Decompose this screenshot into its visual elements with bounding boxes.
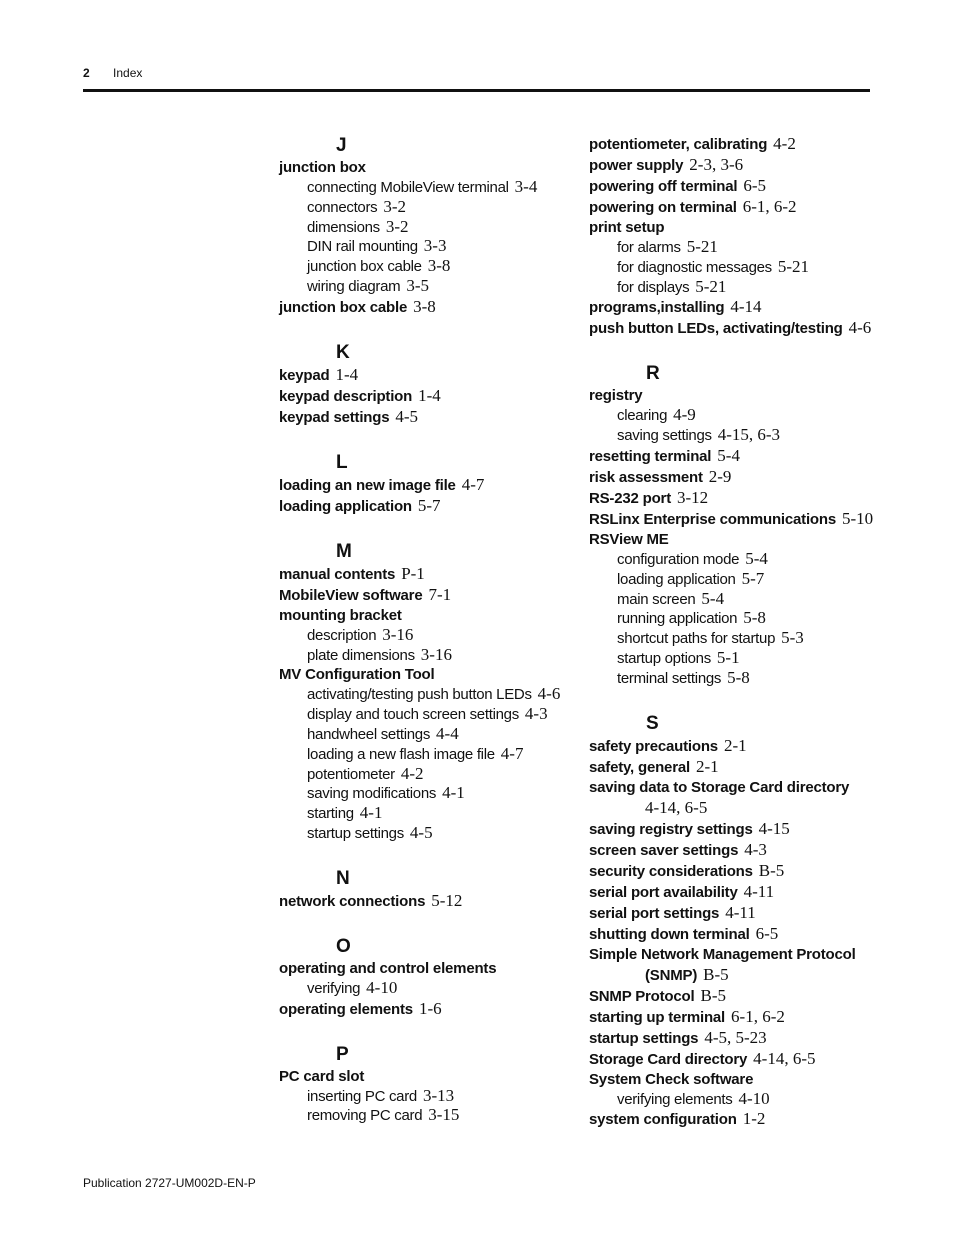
subentry-term: plate dimensions — [307, 646, 415, 664]
index-entry — [589, 757, 889, 778]
index-subentry — [589, 570, 889, 590]
entry-term: risk assessment — [589, 468, 703, 486]
subentry-pages: 4-15, 6-3 — [717, 425, 781, 445]
section-letter: L — [336, 451, 348, 473]
index-entry — [589, 945, 889, 965]
entry-pages: 2-9 — [708, 466, 732, 486]
index-column-right — [589, 134, 889, 1153]
index-subentry — [589, 238, 889, 258]
entry-term: network connections — [279, 892, 426, 910]
entry-pages: 4-14, 6-5 — [645, 797, 708, 817]
entry-term: potentiometer, calibrating — [589, 136, 768, 153]
index-subentry — [279, 1087, 579, 1107]
index-subentry — [279, 765, 579, 785]
subentry-term: connecting MobileView terminal — [307, 179, 509, 196]
index-entry — [589, 924, 889, 945]
entry-term: serial port settings — [589, 904, 720, 922]
index-entry — [279, 999, 579, 1020]
entry-term: keypad description — [279, 387, 413, 405]
index-subentry — [279, 685, 579, 705]
index-entry — [589, 197, 889, 218]
entry-term: saving registry settings — [589, 820, 753, 838]
index-subentry — [279, 237, 579, 257]
entry-term: powering off terminal — [589, 178, 738, 195]
index-subentry — [589, 426, 889, 446]
index-section — [589, 362, 889, 688]
index-entry — [589, 986, 889, 1007]
subentry-pages: 5-3 — [781, 628, 804, 648]
index-entry — [279, 407, 579, 428]
subentry-pages: 3-5 — [406, 275, 430, 295]
subentry-term: junction box cable — [307, 258, 422, 276]
index-entry — [279, 564, 579, 585]
header-title: Index — [113, 66, 143, 80]
subentry-term: wiring diagram — [307, 277, 401, 295]
subentry-term: activating/testing push button LEDs — [307, 686, 532, 704]
subentry-pages: 4-10 — [738, 1088, 770, 1108]
entry-term: MV Configuration Tool — [279, 666, 435, 684]
entry-pages: P-1 — [401, 563, 425, 583]
subentry-term: potentiometer — [307, 765, 395, 783]
subentry-pages: 5-8 — [727, 667, 750, 687]
subentry-term: for diagnostic messages — [617, 258, 772, 276]
entry-term: startup settings — [589, 1029, 699, 1047]
section-letter: R — [646, 363, 660, 385]
section-letter: S — [646, 712, 659, 734]
section-letter: J — [336, 135, 347, 156]
entry-term: shutting down terminal — [589, 925, 750, 943]
subentry-pages: 4-7 — [500, 743, 524, 763]
entry-term: keypad — [279, 366, 330, 384]
index-section — [279, 867, 579, 912]
entry-term: System Check software — [589, 1070, 754, 1088]
subentry-term: running application — [617, 610, 738, 628]
subentry-term: verifying — [307, 979, 361, 997]
entry-term: safety, general — [589, 758, 690, 776]
subentry-pages: 5-7 — [741, 568, 765, 588]
entry-term: print setup — [589, 219, 665, 236]
entry-term: Simple Network Management Protocol — [589, 945, 856, 963]
entry-term: powering on terminal — [589, 199, 737, 216]
subentry-pages: 4-4 — [436, 723, 459, 743]
subentry-pages: 3-2 — [383, 196, 407, 216]
index-entry — [589, 297, 889, 318]
section-letter: O — [336, 935, 351, 957]
subentry-term: loading application — [617, 570, 736, 588]
index-section — [589, 134, 889, 339]
entry-term: loading an new image file — [279, 476, 456, 494]
index-entry — [279, 1067, 579, 1087]
index-subentry — [589, 278, 889, 298]
entry-term: programs,installing — [589, 299, 725, 317]
index-subentry — [279, 725, 579, 745]
index-section — [279, 1043, 579, 1127]
entry-pages: 6-1, 6-2 — [742, 197, 797, 216]
section-letter: P — [336, 1043, 349, 1065]
index-entry — [279, 665, 579, 685]
subentry-pages: 3-8 — [427, 256, 451, 276]
index-entry — [589, 819, 889, 840]
index-entry — [279, 959, 579, 979]
index-subentry — [279, 705, 579, 725]
subentry-term: handwheel settings — [307, 725, 431, 743]
entry-term: junction box cable — [279, 298, 408, 316]
entry-pages: B-5 — [758, 860, 785, 880]
index-entry — [589, 778, 889, 798]
subentry-pages: 3-16 — [420, 644, 452, 664]
index-entry — [589, 1109, 889, 1130]
index-column-left — [279, 134, 579, 1149]
index-subentry — [589, 590, 889, 610]
index-entry — [589, 1070, 889, 1090]
index-subentry — [279, 824, 579, 844]
index-entry — [279, 158, 579, 178]
entry-pages: 5-12 — [431, 890, 463, 910]
index-entry — [279, 585, 579, 606]
entry-term: push button LEDs, activating/testing — [589, 320, 843, 338]
entry-pages: 4-14, 6-5 — [753, 1048, 816, 1068]
subentry-term: terminal settings — [617, 669, 722, 687]
entry-pages: B-5 — [703, 964, 729, 984]
section-letter: K — [336, 341, 350, 363]
index-entry — [279, 606, 579, 626]
publication-footer: Publication 2727-UM002D-EN-P — [83, 1176, 256, 1190]
entry-term: keypad settings — [279, 408, 390, 426]
entry-term: starting up terminal — [589, 1008, 726, 1026]
entry-term: loading application — [279, 497, 412, 515]
subentry-term: DIN rail mounting — [307, 238, 418, 256]
subentry-pages: 3-3 — [423, 236, 447, 256]
entry-term: PC card slot — [279, 1067, 365, 1085]
entry-pages: 3-8 — [413, 296, 436, 316]
index-subentry — [279, 745, 579, 765]
entry-pages: 2-1 — [695, 756, 719, 776]
index-section — [589, 712, 889, 1131]
index-entry — [589, 488, 889, 509]
index-subentry — [279, 277, 579, 297]
index-entry — [589, 176, 889, 197]
entry-pages: 4-5 — [395, 406, 419, 426]
entry-term: RS-232 port — [589, 489, 671, 507]
entry-term: power supply — [589, 157, 684, 174]
index-entry — [589, 736, 889, 757]
entry-pages: 6-5 — [755, 923, 779, 943]
entry-term: junction box — [279, 159, 366, 176]
index-entry — [589, 861, 889, 882]
entry-term: operating and control elements — [279, 959, 497, 977]
index-entry — [589, 155, 889, 176]
subentry-term: saving settings — [617, 427, 712, 445]
subentry-pages: 3-4 — [514, 177, 538, 196]
index-entry — [279, 891, 579, 912]
subentry-term: for alarms — [617, 239, 681, 256]
subentry-pages: 3-15 — [428, 1105, 460, 1125]
entry-term: RSLinx Enterprise communications — [589, 510, 836, 528]
index-section — [279, 935, 579, 1020]
entry-pages: 4-15 — [758, 818, 790, 838]
index-entry — [279, 496, 579, 517]
subentry-pages: 4-2 — [400, 763, 424, 783]
index-subentry — [589, 1090, 889, 1110]
index-entry — [589, 1028, 889, 1049]
entry-term: operating elements — [279, 1000, 413, 1018]
subentry-term: for displays — [617, 278, 690, 296]
index-subentry — [589, 669, 889, 689]
subentry-pages: 3-16 — [382, 624, 414, 644]
index-subentry — [279, 218, 579, 238]
entry-term: MobileView software — [279, 586, 423, 604]
index-entry — [279, 297, 579, 318]
entry-term: saving data to Storage Card directory — [589, 778, 850, 796]
index-entry — [589, 467, 889, 488]
index-entry — [589, 1049, 889, 1070]
entry-term: registry — [589, 387, 643, 405]
page-header — [83, 66, 142, 80]
entry-pages: 1-2 — [742, 1109, 766, 1129]
entry-pages: 1-4 — [335, 364, 359, 384]
entry-pages: B-5 — [700, 985, 726, 1005]
entry-pages: 5-4 — [717, 445, 740, 465]
subentry-term: startup settings — [307, 824, 404, 842]
entry-pages: 4-11 — [725, 902, 756, 922]
entry-pages: 4-6 — [848, 318, 872, 338]
subentry-pages: 5-21 — [695, 276, 727, 296]
subentry-term: removing PC card — [307, 1107, 423, 1125]
index-subentry — [279, 257, 579, 277]
entry-term: resetting terminal — [589, 447, 712, 465]
subentry-pages: 4-1 — [442, 783, 465, 803]
index-subentry — [589, 649, 889, 669]
subentry-pages: 5-8 — [743, 608, 766, 628]
index-entry — [589, 386, 889, 406]
entry-term: system configuration — [589, 1111, 737, 1129]
index-subentry — [279, 198, 579, 218]
index-entry — [589, 882, 889, 903]
entry-term: RSView ME — [589, 530, 669, 548]
subentry-pages: 4-9 — [673, 405, 696, 425]
index-section — [279, 451, 579, 517]
entry-pages: 6-1, 6-2 — [731, 1006, 785, 1026]
subentry-term: loading a new flash image file — [307, 745, 495, 763]
subentry-term: inserting PC card — [307, 1087, 417, 1105]
index-entry — [589, 840, 889, 861]
subentry-pages: 5-21 — [777, 256, 810, 276]
entry-pages: 2-1 — [723, 735, 747, 755]
entry-term: mounting bracket — [279, 606, 402, 624]
entry-pages: 2-3, 3-6 — [689, 155, 744, 174]
subentry-pages: 5-4 — [701, 588, 725, 608]
section-letter: M — [336, 540, 352, 562]
index-subentry — [279, 178, 579, 198]
entry-pages: 6-5 — [743, 176, 766, 195]
entry-pages: 1-6 — [418, 998, 442, 1018]
entry-continuation — [589, 965, 889, 986]
subentry-pages: 4-10 — [366, 977, 398, 997]
index-subentry — [589, 550, 889, 570]
entry-pages: 3-12 — [677, 487, 709, 507]
entry-term: security considerations — [589, 862, 753, 880]
header-rule — [83, 89, 870, 92]
index-subentry — [279, 804, 579, 824]
index-entry — [589, 903, 889, 924]
entry-term: screen saver settings — [589, 841, 739, 859]
index-entry — [589, 530, 889, 550]
subentry-term: starting — [307, 805, 354, 823]
index-subentry — [279, 646, 579, 666]
index-entry — [279, 386, 579, 407]
index-subentry — [589, 258, 889, 278]
entry-pages: 1-4 — [418, 385, 441, 405]
entry-term: Storage Card directory — [589, 1050, 748, 1068]
subentry-pages: 5-1 — [716, 647, 740, 667]
subentry-pages: 3-13 — [422, 1085, 455, 1105]
subentry-term: dimensions — [307, 218, 380, 236]
index-subentry — [279, 1106, 579, 1126]
entry-pages: 7-1 — [428, 584, 452, 604]
subentry-pages: 4-1 — [359, 803, 383, 823]
entry-term: serial port availability — [589, 883, 738, 901]
entry-continuation — [589, 798, 889, 819]
subentry-term: description — [307, 626, 377, 644]
subentry-term: main screen — [617, 590, 696, 608]
subentry-pages: 4-3 — [524, 704, 548, 724]
entry-term-continued: (SNMP) — [645, 966, 698, 984]
index-subentry — [589, 609, 889, 629]
subentry-term: saving modifications — [307, 785, 437, 803]
subentry-pages: 5-21 — [686, 237, 718, 256]
entry-pages: 5-7 — [417, 495, 441, 515]
index-entry — [279, 475, 579, 496]
index-subentry — [589, 406, 889, 426]
entry-pages: 4-14 — [730, 297, 762, 317]
index-subentry — [589, 629, 889, 649]
index-entry — [589, 318, 889, 339]
index-section — [279, 540, 579, 844]
subentry-pages: 3-2 — [385, 216, 409, 236]
index-entry — [589, 218, 889, 238]
entry-term: safety precautions — [589, 737, 718, 755]
index-entry — [589, 1007, 889, 1028]
entry-term: manual contents — [279, 565, 396, 583]
index-entry — [589, 509, 889, 530]
entry-term: SNMP Protocol — [589, 987, 695, 1005]
entry-pages: 4-2 — [773, 134, 796, 153]
index-subentry — [279, 626, 579, 646]
entry-pages: 4-11 — [743, 881, 775, 901]
subentry-term: verifying elements — [617, 1090, 733, 1108]
index-section — [279, 341, 579, 428]
subentry-term: display and touch screen settings — [307, 706, 519, 724]
page-number: 2 — [83, 66, 90, 80]
entry-pages: 4-5, 5-23 — [704, 1027, 767, 1047]
subentry-term: clearing — [617, 407, 668, 425]
entry-pages: 4-7 — [461, 474, 485, 494]
index-entry — [279, 365, 579, 386]
subentry-pages: 4-5 — [409, 822, 433, 842]
index-entry — [589, 446, 889, 467]
subentry-term: configuration mode — [617, 550, 740, 568]
index-subentry — [279, 784, 579, 804]
index-entry — [589, 134, 889, 155]
index-section — [279, 134, 579, 318]
subentry-term: connectors — [307, 198, 378, 216]
subentry-term: startup options — [617, 649, 711, 667]
section-letter: N — [336, 867, 350, 889]
entry-pages: 4-3 — [744, 839, 767, 859]
subentry-pages: 4-6 — [537, 684, 561, 704]
subentry-term: shortcut paths for startup — [617, 630, 776, 648]
entry-pages: 5-10 — [842, 508, 874, 528]
index-subentry — [279, 979, 579, 999]
subentry-pages: 5-4 — [745, 548, 768, 568]
